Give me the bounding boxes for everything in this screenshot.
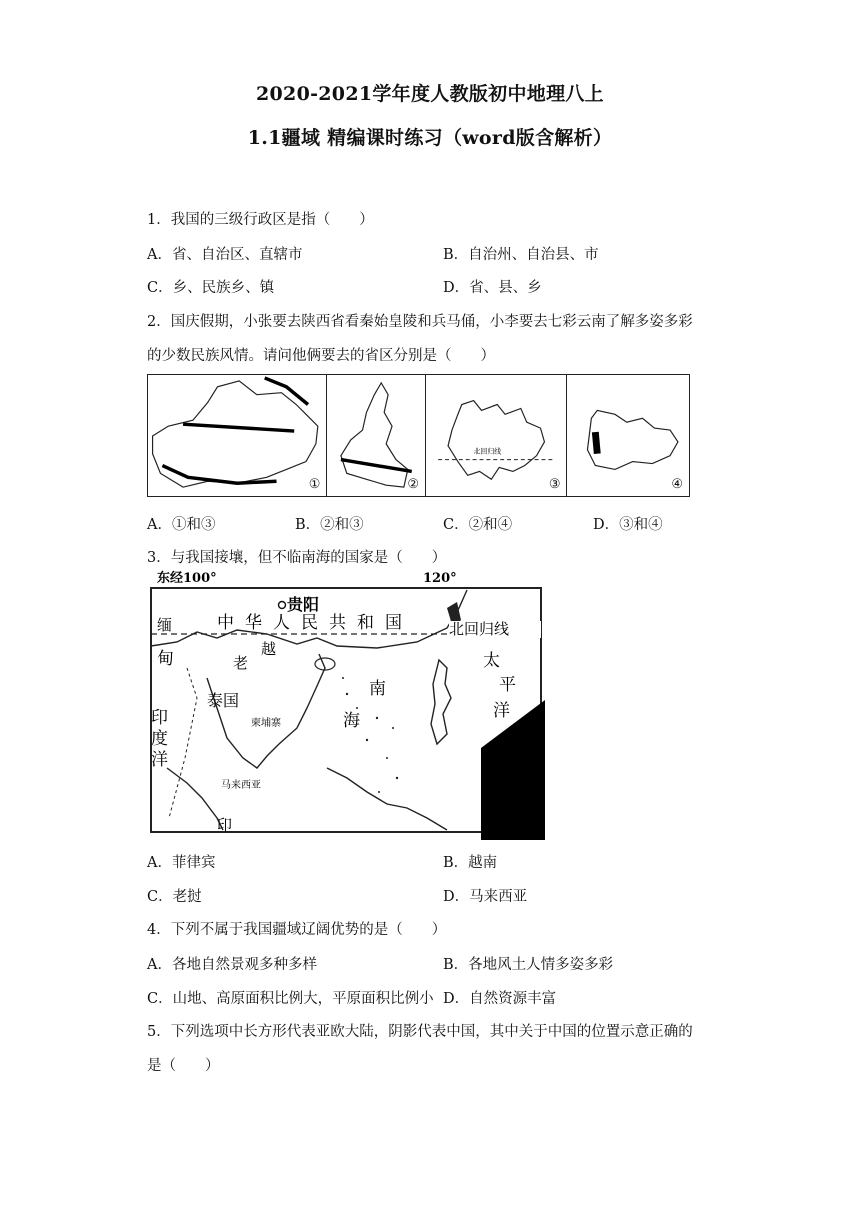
- south-sea-label-1: 南: [369, 679, 386, 699]
- tropic-of-cancer-label: 北回归线: [449, 620, 510, 638]
- map-panel-1: [148, 375, 327, 496]
- q1-option-a: A．省、自治区、直辖市: [147, 247, 303, 263]
- guiyang-label: 贵阳: [287, 595, 320, 614]
- q2-option-d: D．③和④: [593, 517, 663, 533]
- map-panel-2: [327, 375, 426, 496]
- south-sea-label-2: 海: [343, 711, 360, 731]
- vietnam-label: 越: [261, 640, 277, 658]
- south-china-sea-map: [147, 568, 545, 840]
- map-number-4: ④: [671, 477, 684, 492]
- q4-stem: 4．下列不属于我国疆域辽阔优势的是（ ）: [147, 922, 447, 938]
- q4-option-c: C．山地、高原面积比例大，平原面积比例小: [147, 991, 434, 1007]
- q2-option-a: A．①和③: [147, 517, 216, 533]
- lon-120-label: 120°: [423, 571, 457, 586]
- pacific-label-3: 洋: [493, 701, 510, 721]
- map-panel-3: [426, 375, 567, 496]
- q4-option-b: B．各地风土人情多姿多彩: [443, 957, 614, 973]
- q2-stem-line1: 2．国庆假期，小张要去陕西省看秦始皇陵和兵马俑，小李要去七彩云南了解多姿多彩: [147, 314, 693, 330]
- map-number-3: ③: [548, 477, 561, 492]
- q3-option-a: A．菲律宾: [147, 855, 216, 871]
- q4-option-a: A．各地自然景观多种多样: [147, 957, 317, 973]
- q4-option-d: D．自然资源丰富: [443, 991, 557, 1007]
- indonesia-label: 印: [217, 816, 233, 834]
- xinjiang-outline: [148, 375, 326, 496]
- thailand-label: 泰国: [207, 691, 240, 710]
- document-title: 2020-2021学年度人教版初中地理八上: [256, 83, 604, 105]
- map-number-2: ②: [407, 477, 419, 492]
- laos-label: 老: [233, 654, 249, 672]
- map-panel-4: [567, 375, 689, 496]
- q3-option-b: B．越南: [443, 855, 498, 871]
- pacific-label-2: 平: [499, 675, 516, 695]
- document-subtitle: 1.1疆域 精编课时练习（word版含解析）: [247, 127, 613, 149]
- myanmar-label-2: 甸: [157, 649, 174, 669]
- q1-stem: 1．我国的三级行政区是指（ ）: [147, 212, 374, 228]
- cambodia-label: 柬埔寨: [251, 718, 281, 729]
- q3-option-c: C．老挝: [147, 889, 202, 905]
- indian-ocean-label: 印度洋: [147, 708, 167, 771]
- map-number-1: ①: [308, 477, 321, 492]
- q5-stem-line2: 是（ ）: [147, 1058, 220, 1074]
- q3-stem: 3．与我国接壤，但不临南海的国家是（ ）: [147, 550, 447, 566]
- lon-100-label: 东经100°: [157, 571, 217, 586]
- q3-option-d: D．马来西亚: [443, 889, 528, 905]
- q2-stem-line2: 的少数民族风情。请问他俩要去的省区分别是（ ）: [147, 348, 495, 364]
- china-label: 中华人民共和国: [217, 613, 413, 633]
- province-outline-maps: [147, 374, 690, 497]
- q2-option-b: B．②和③: [295, 517, 364, 533]
- malaysia-label: 马来西亚: [221, 780, 261, 791]
- q2-option-c: C．②和④: [443, 517, 513, 533]
- yunnan-outline: [426, 375, 566, 496]
- q1-option-d: D．省、县、乡: [443, 280, 542, 296]
- q1-option-c: C．乡、民族乡、镇: [147, 280, 275, 296]
- q5-stem-line1: 5．下列选项中长方形代表亚欧大陆，阴影代表中国，其中关于中国的位置示意正确的: [147, 1024, 693, 1040]
- q1-option-b: B．自治州、自治县、市: [443, 247, 599, 263]
- map-drawing: [147, 568, 545, 840]
- myanmar-label: 缅: [157, 616, 173, 634]
- tropic-label: 北回归线: [473, 447, 502, 456]
- pacific-label-1: 太: [483, 651, 500, 671]
